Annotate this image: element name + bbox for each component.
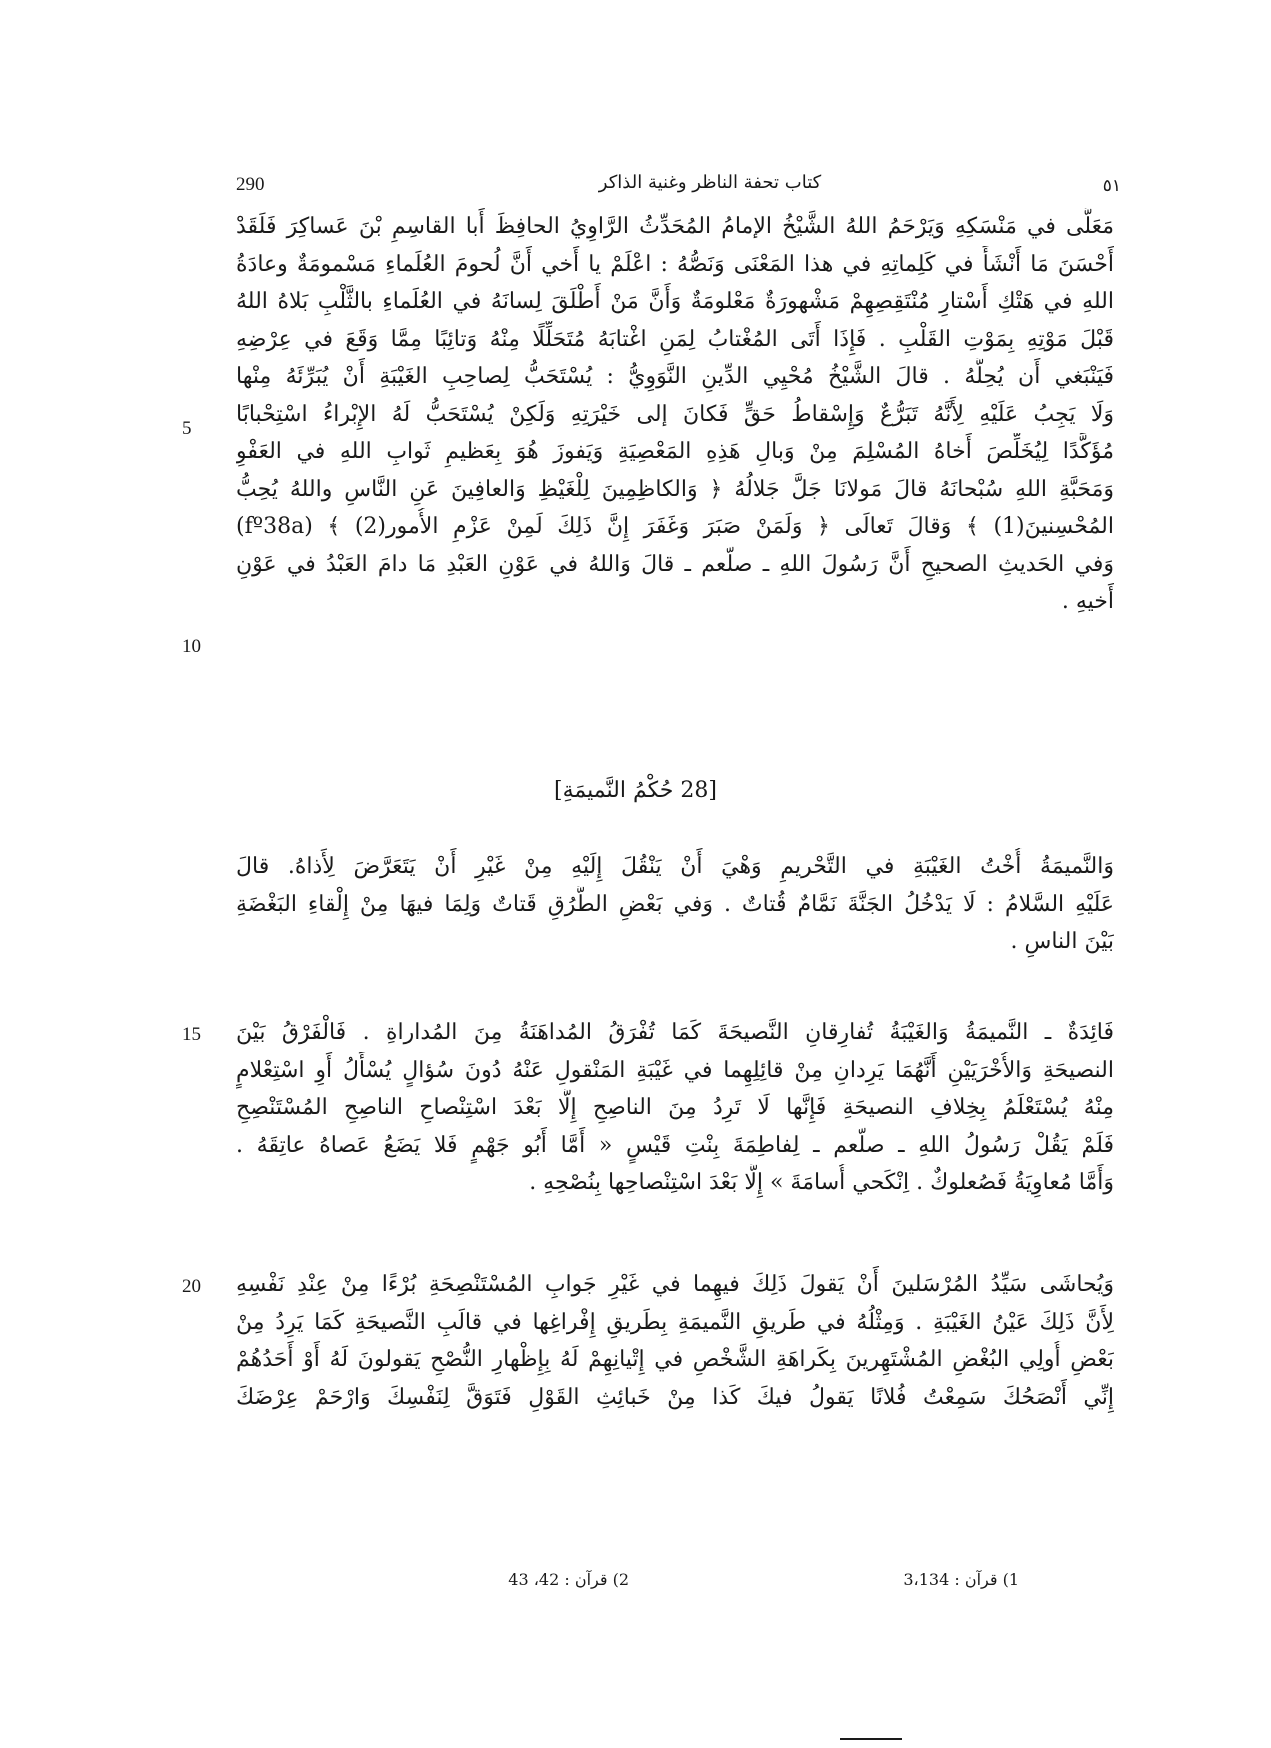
folio-number: ٥١	[1102, 176, 1121, 196]
text-line: مَعَلَّى في مَنْسَكِهِ وَيَرْحَمُ اللهُ الشَّيْخُ الإمامُ المُحَدِّثُ الرَّاوِيُ الحافِظَ أَبا القاسِمِ بْنَ عَساكِرَ فَلَقَدْ	[236, 214, 1114, 239]
footnote-2: 2) قرآن : 42، 43	[508, 1570, 629, 1589]
text-line: وَأَمَّا مُعاوِيَةُ فَصُعلوكٌ . اِنْكَحي أُسامَةَ » إِلَّا بَعْدَ اسْتِنْصاحِها بِنُصْحِهِ .	[529, 1170, 1114, 1195]
text-line: فَلَمْ يَقُلْ رَسُولُ اللهِ ـ صلّعم ـ لِفاطِمَةَ بِنْتِ قَيْسٍ « أَمَّا أَبُو جَهْمٍ فَلا يَضَعُ عَصاهُ عاتِقَهُ .	[236, 1132, 1114, 1158]
text-line: بَعْضِ أُولِي البُغْضِ المُشْتَهِرينَ بِكَراهَةِ الشَّخْصِ في إِتْيانِهِمْ لَهُ بِإِظْهارِ النُّصْحِ يَقولونَ لَهُ أَوْ أَحَدُهُمْ	[236, 1347, 1114, 1372]
text-line: لِأَنَّ ذَلِكَ عَيْنُ الغَيْبَةِ . وَمِثْلُهُ في طَريقِ النَّميمَةِ بِطَريقِ إِفْراغِها في قالَبِ النَّصيحَةِ كَمَا يَرِدُ مِنْ	[236, 1309, 1114, 1335]
text-line: وَيُحاشَى سَيِّدُ المُرْسَلينَ أَنْ يَقولَ ذَلِكَ فيهِما في غَيْرِ جَوابِ المُسْتَنْصِحَةِ بُرْءًا مِنْ عِنْدِ نَفْسِهِ	[236, 1272, 1114, 1297]
text-line: مِنْهُ يُسْتَعْلَمُ بِخِلافِ النصيحَةِ فَإِنَّها لَا تَرِدُ مِنَ الناصِحِ إِلَّا بَعْدَ اسْتِنْصاحِ الناصِحِ المُسْتَنْصِحِ	[236, 1095, 1114, 1120]
paragraph-2	[236, 848, 1114, 961]
text-line: إِنِّي أَنْصَحُكَ سَمِعْتُ فُلانًا يَقولُ فيكَ كَذا مِنْ خَبائِثِ القَوْلِ فَتَوَقَّ لِنَفْسِكَ وَارْحَمْ عِرْضَكَ	[236, 1384, 1114, 1410]
text-line: فَائِدَةٌ ـ النَّميمَةُ وَالغَيْبَةُ تُفارِقانِ النَّصيحَةَ كَمَا تُفْرَقُ المُداهَنَةُ مِنَ المُداراةِ . فَالْفَرْقُ بَيْنَ	[236, 1020, 1114, 1045]
line-number: 15	[182, 1024, 201, 1045]
paragraph-4	[236, 1266, 1114, 1416]
paragraph-3	[236, 1014, 1114, 1202]
running-title: كتاب تحفة الناظر وغنية الذاكر	[598, 172, 822, 193]
text-line: قَبْلَ مَوْتِهِ بِمَوْتِ القَلْبِ . فَإِذَا أَتَى المُغْتابُ لِمَنِ اغْتابَهُ مُتَحَلِّلًا مِنْهُ وَتائِبًا مِمَّا وَقَعَ في عِرْضِهِ	[236, 326, 1114, 352]
text-line: أَخيهِ .	[1061, 589, 1114, 614]
text-line: فَيَنْبَغي أَن يُحِلَّهُ . قالَ الشَّيْخُ مُحْيِي الدِّينِ النَّوَوِيُّ : يُسْتَحَبُّ لِصاحِبِ الغَيْبَةِ أَنْ يُبَرِّئَهُ مِنْها	[236, 364, 1114, 389]
section-heading: [28 حُكْمُ النَّميمَةِ]	[554, 778, 717, 803]
text-line: أَحْسَنَ مَا أَنْشَأَ في كَلِماتِهِ في هذا المَعْنَى وَنَصُّهُ : اعْلَمْ يا أَخي أَنَّ لُحومَ العُلَماءِ مَسْمومَةٌ وعادَةُ	[236, 251, 1114, 277]
text-line: وَالنَّميمَةُ أُخْتُ الغَيْبَةِ في التَّحْريمِ وَهْيَ أَنْ يَنْقُلَ إِلَيْهِ مِنْ غَيْرِ أَنْ يَتَعَرَّضَ لِأَذاهُ. قالَ	[236, 854, 1114, 879]
text-line: اللهِ في هَتْكِ أَسْتارِ مُنْتَقِصِهِمْ مَشْهورَةٌ مَعْلومَةٌ وَأَنَّ مَنْ أَطْلَقَ لِسانَهُ في العُلَماءِ بالثَّلْبِ بَلاهُ اللهُ	[236, 289, 1114, 314]
paragraph-1	[236, 208, 1114, 621]
text-line: المُحْسِنينَ(1) ﴾ وَقالَ تَعالَى ﴿ وَلَمَنْ صَبَرَ وَغَفَرَ إِنَّ ذَلِكَ لَمِنْ عَزْمِ الأُمور(2) ﴾ (fº38a)	[236, 514, 1114, 539]
line-number: 10	[182, 636, 201, 657]
line-number: 20	[182, 1276, 201, 1297]
text-line: مُؤَكَّدًا لِيُخَلِّصَ أَخاهُ المُسْلِمَ مِنْ وَبالِ هَذِهِ المَعْصِيَةِ وَيَفوزَ هُوَ بِعَظيمِ ثَوابِ اللهِ في العَفْوِ	[236, 439, 1114, 464]
text-line: عَلَيْهِ السَّلامُ : لَا يَدْخُلُ الجَنَّةَ نَمَّامٌ قُتاتٌ . وَفي بَعْضِ الطُّرُقِ قَتاتٌ وَلِمَا فيهَا مِنْ إِلْقاءِ البَغْضَةِ	[236, 891, 1114, 917]
page-number: 290	[236, 174, 265, 195]
text-line: وَلَا يَجِبُ عَلَيْهِ لِأَنَّهُ تَبَرُّعٌ وَإِسْقاطُ حَقٍّ فَكانَ إلى خَيْرَتِهِ وَلَكِنْ يُسْتَحَبُّ لَهُ الإِبْراءُ اسْتِحْبابًا	[236, 401, 1114, 427]
text-line: بَيْنَ الناسِ .	[1010, 929, 1114, 954]
text-line: النصيحَةِ وَالأُخْرَيَيْنِ أَنَّهُمَا يَرِدانِ مِنْ قائِلِهِما في غَيْبَةِ المَنْقولِ عَنْهُ دُونَ سُؤالٍ يُسْأَلُ أَوِ اسْتِعْلامٍ	[236, 1057, 1114, 1083]
line-number: 5	[182, 418, 192, 439]
footnote-1: 1) قرآن : 3،134	[903, 1570, 1019, 1589]
text-line: وَمَحَبَّةِ اللهِ سُبْحانَهُ قالَ مَولانَا جَلَّ جَلالُهُ ﴿ وَالكاظِمِينَ لِلْغَيْظِ وَالعافِينَ عَنِ النَّاسِ واللهُ يُحِبُّ	[236, 476, 1114, 502]
text-line: وَفي الحَديثِ الصحيحِ أَنَّ رَسُولَ اللهِ ـ صلّعم ـ قالَ وَاللهُ في عَوْنِ العَبْدِ مَا دامَ العَبْدُ في عَوْنِ	[236, 551, 1114, 577]
bottom-rule	[840, 1738, 902, 1740]
